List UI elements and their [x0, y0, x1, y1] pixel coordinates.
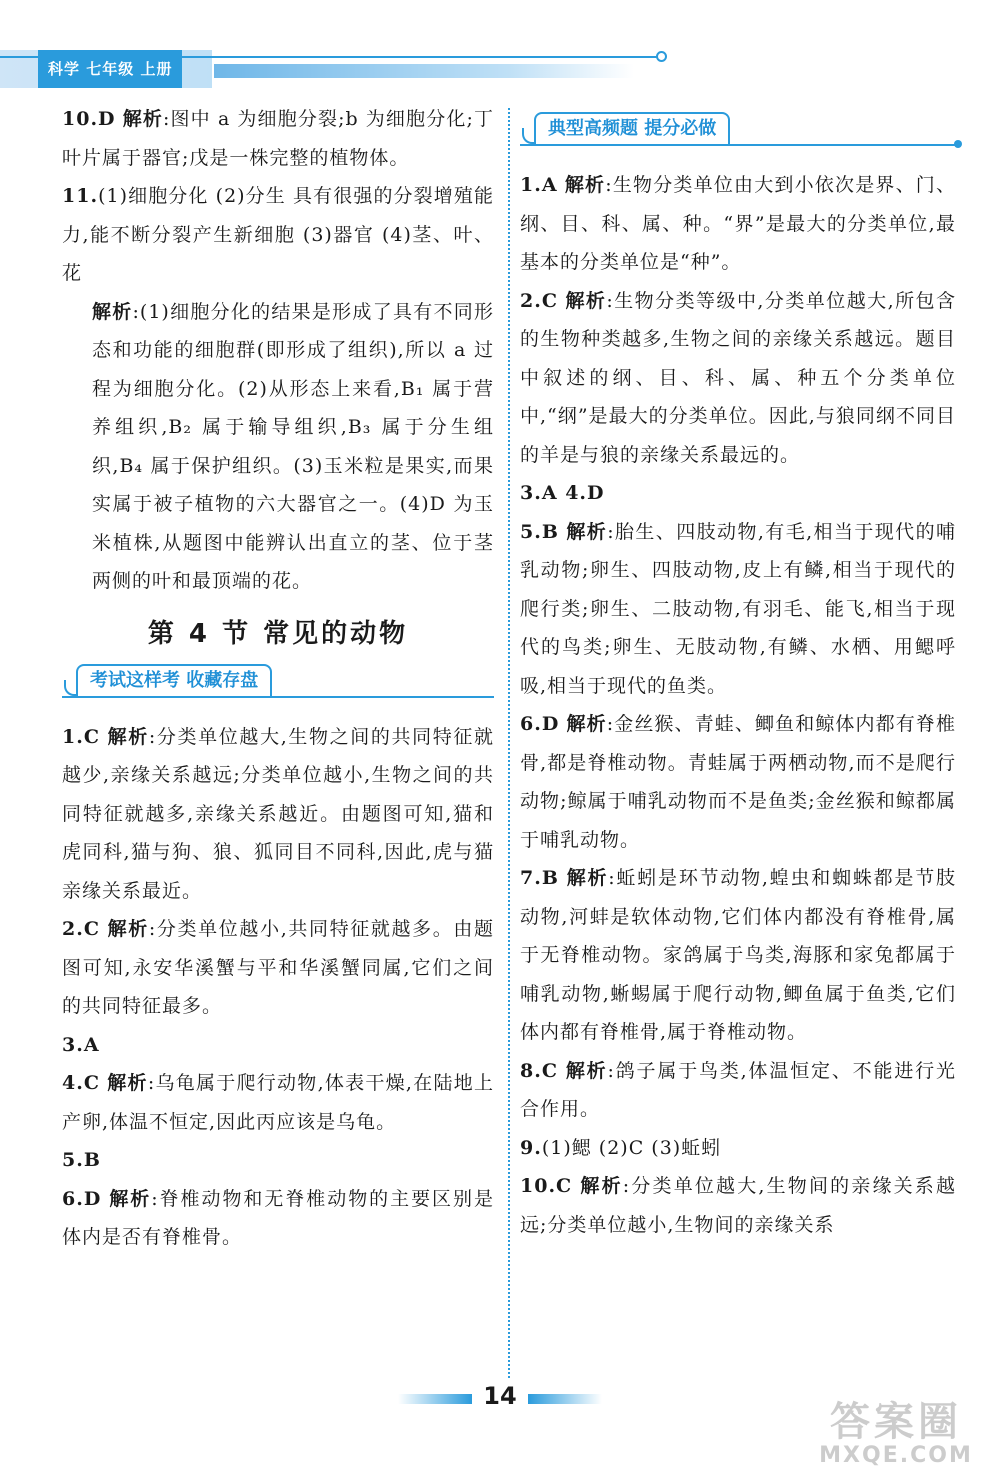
answer-number: 4.C	[62, 1072, 100, 1094]
banner-rule	[62, 696, 494, 698]
answer-item	[520, 513, 956, 706]
analysis-label: 解析	[107, 1072, 148, 1094]
page-number: 14	[483, 1382, 517, 1410]
answer-text: :图中 a 为细胞分裂;b 为细胞分化;丁叶片属于器官;戊是一株完整的植物体。	[62, 108, 494, 169]
analysis-label: 解析	[122, 108, 163, 130]
section-banner-left	[62, 658, 494, 706]
answer-number: 3.A	[62, 1033, 100, 1056]
answer-text: (1)鳃 (2)C (3)蚯蚓	[541, 1136, 722, 1159]
answer-number: 3.A 4.D	[520, 482, 605, 504]
answer-number: 5.B	[62, 1149, 101, 1171]
banner-label: 考试这样考 收藏存盘	[76, 664, 272, 696]
answer-number: 8.C	[520, 1059, 558, 1082]
analysis-label: 解析	[107, 725, 149, 748]
answer-text: :脊椎动物和无脊椎动物的主要区别是体内是否有脊椎骨。	[62, 1187, 494, 1248]
answer-item	[520, 474, 956, 513]
header-band-gradient	[214, 64, 634, 78]
answer-number: 1.A	[520, 174, 558, 196]
banner-rule	[520, 144, 956, 146]
answer-text: (1)细胞分化 (2)分生 具有很强的分裂增殖能力,能不断分裂产生新细胞 (3)器官 (4)茎、叶、花	[62, 185, 494, 284]
answer-text: :鸽子属于鸟类,体温恒定、不能进行光合作用。	[520, 1059, 956, 1120]
analysis-label: 解析	[566, 867, 609, 889]
answer-item	[62, 1180, 494, 1257]
section-banner-right	[520, 106, 956, 154]
answer-text: :分类单位越小,共同特征就越多。由题图可知,永安华溪蟹与平和华溪蟹同属,它们之间的共同特征最多。	[62, 918, 494, 1017]
watermark-logo	[798, 1400, 994, 1470]
answer-number: 10.D	[62, 108, 116, 130]
answer-item	[520, 1167, 956, 1244]
banner-label: 典型高频题 提分必做	[534, 112, 730, 144]
analysis-label: 解析	[565, 289, 607, 312]
banner-dot-icon	[954, 140, 962, 148]
analysis-label: 解析	[109, 1187, 152, 1210]
footer-decoration-right	[528, 1394, 602, 1404]
header-dot-icon	[656, 51, 667, 62]
analysis-label: 解析	[107, 918, 149, 940]
answer-item	[520, 1052, 956, 1129]
answer-text: :分类单位越大,生物间的亲缘关系越远;分类单位越小,生物间的亲缘关系	[520, 1175, 956, 1236]
footer-decoration-left	[398, 1394, 472, 1404]
answer-analysis-left-11	[62, 293, 494, 601]
answer-item	[62, 1064, 494, 1141]
analysis-label: 解析	[566, 520, 608, 543]
analysis-label: 解析	[566, 713, 607, 735]
right-column	[520, 100, 956, 1244]
answer-text: :金丝猴、青蛙、鲫鱼和鲸体内都有脊椎骨,都是脊椎动物。青蛙属于两栖动物,而不是爬行动物;鲸属于哺乳动物而不是鱼类;金丝猴和鲸都属于哺乳动物。	[520, 713, 956, 851]
analysis-label: 解析	[92, 300, 133, 323]
answer-number: 6.D	[520, 713, 560, 735]
watermark-url-text: MXQE.COM	[819, 1443, 973, 1468]
book-title: 科学 七年级 上册	[38, 50, 182, 88]
section-title: 第 4 节 常见的动物	[147, 618, 409, 649]
answer-list-right	[520, 166, 956, 1244]
answer-list-left	[62, 718, 494, 1257]
answer-text: :分类单位越大,生物之间的共同特征就越少,亲缘关系越远;分类单位越小,生物之间的共同特征就越多,亲缘关系越近。由题图可知,猫和虎同科,猫与狗、狼、狐同目不同科,因此,虎与猫亲缘关系最近。	[62, 725, 494, 902]
answer-item-left-11	[62, 177, 494, 293]
answer-item	[62, 910, 494, 1026]
answer-number: 10.C	[520, 1175, 573, 1197]
answer-item-left-10	[62, 100, 494, 177]
column-divider	[508, 108, 510, 1378]
answer-text: :乌龟属于爬行动物,体表干燥,在陆地上产卵,体温不恒定,因此丙应该是乌龟。	[62, 1072, 494, 1133]
answer-item	[520, 1129, 956, 1168]
answer-item	[520, 705, 956, 859]
analysis-label: 解析	[580, 1175, 623, 1197]
answer-item	[520, 282, 956, 475]
analysis-label: 解析	[564, 174, 606, 196]
answer-item	[520, 166, 956, 282]
answer-text: :(1)细胞分化的结果是形成了具有不同形态和功能的细胞群(即形成了组织),所以 a 过程为细胞分化。(2)从形态上来看,B₁ 属于营养组织,B₂ 属于输导组织,B₃ 属于分生组织,B₄ 属于保护组织。(3)玉米粒是果实,而果实属于被子植物的六大器官之一。(4)D 为玉米植株,从题图中能辨认出直立的茎、位于茎两侧的叶和最顶端的花。	[92, 300, 494, 592]
answer-item	[62, 718, 494, 911]
left-column	[62, 100, 494, 1257]
answer-number: 11.	[62, 185, 99, 207]
answer-item	[520, 859, 956, 1052]
answer-item	[62, 1026, 494, 1065]
answer-number: 2.C	[62, 918, 100, 940]
answer-text: :生物分类等级中,分类单位越大,所包含的生物种类越多,生物之间的亲缘关系越远。题目中叙述的纲、目、科、属、种五个分类单位中,“纲”是最大的分类单位。因此,与狼同纲不同目的羊是与狼的亲缘关系最远的。	[520, 289, 956, 466]
answer-number: 1.C	[62, 725, 100, 748]
answer-text: :蚯蚓是环节动物,蝗虫和蜘蛛都是节肢动物,河蚌是软体动物,它们体内都没有脊椎骨,属于无脊椎动物。家鸽属于鸟类,海豚和家兔都属于哺乳动物,蜥蜴属于爬行动物,鲫鱼属于鱼类,它们体内都有脊椎骨,属于脊椎动物。	[520, 867, 956, 1043]
watermark-main-text: 答案圈	[830, 1399, 962, 1445]
answer-number: 7.B	[520, 867, 559, 889]
answer-number: 6.D	[62, 1187, 102, 1210]
answer-text: :生物分类单位由大到小依次是界、门、纲、目、科、属、种。“界”是最大的分类单位,最基本的分类单位是“种”。	[520, 174, 956, 273]
answer-number: 2.C	[520, 289, 558, 312]
answer-item	[62, 1141, 494, 1180]
answer-number: 5.B	[520, 520, 559, 543]
analysis-label: 解析	[565, 1059, 608, 1082]
answer-number: 9.	[520, 1136, 542, 1159]
answer-text: :胎生、四肢动物,有毛,相当于现代的哺乳动物;卵生、四肢动物,皮上有鳞,相当于现代的爬行类;卵生、二肢动物,有羽毛、能飞,相当于现代的鸟类;卵生、无肢动物,有鳞、水栖、用鳃呼吸,相当于现代的鱼类。	[520, 520, 956, 697]
